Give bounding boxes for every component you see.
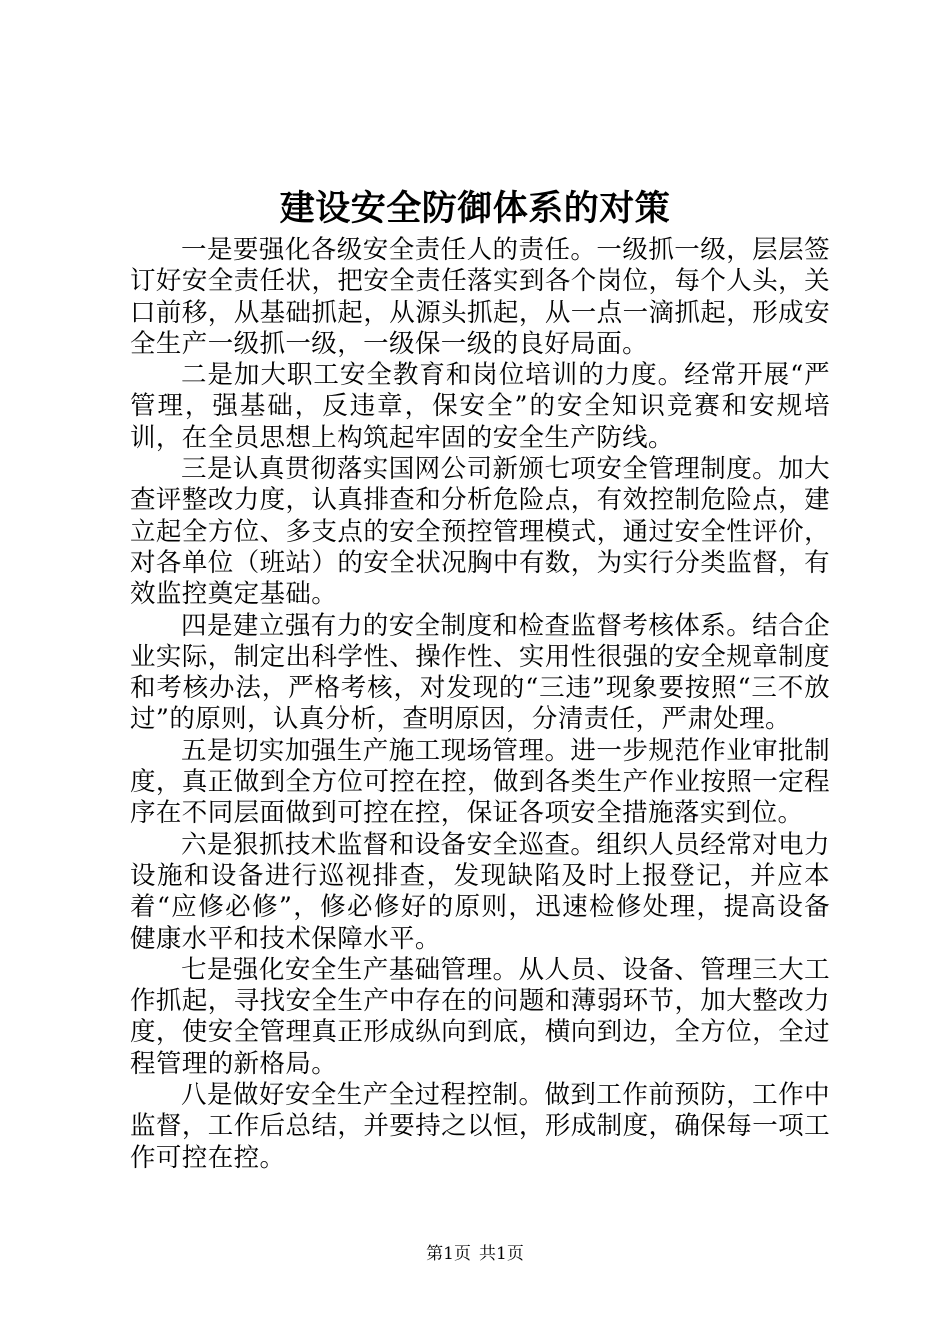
- page-footer: [0, 1242, 950, 1266]
- page-total: 共1页: [479, 1244, 524, 1264]
- paragraph-6: 六是狠抓技术监督和设备安全巡查。组织人员经常对电力设施和设备进行巡视排查，发现缺陷及时上报登记，并应本着“应修必修”，修必修好的原则，迅速检修处理，提高设备健康水平和技术保障水平。: [130, 829, 830, 954]
- paragraph-5: 五是切实加强生产施工现场管理。进一步规范作业审批制度，真正做到全方位可控在控，做到各类生产作业按照一定程序在不同层面做到可控在控，保证各项安全措施落实到位。: [130, 735, 830, 829]
- paragraph-1: 一是要强化各级安全责任人的责任。一级抓一级，层层签订好安全责任状，把安全责任落实到各个岗位，每个人头，关口前移，从基础抓起，从源头抓起，从一点一滴抓起，形成安全生产一级抓一级，一级保一级的良好局面。: [130, 235, 830, 359]
- document-body: [130, 235, 830, 1174]
- paragraph-8: 八是做好安全生产全过程控制。做到工作前预防，工作中监督，工作后总结，并要持之以恒，形成制度，确保每一项工作可控在控。: [130, 1080, 830, 1173]
- document-title: 建设安全防御体系的对策: [279, 188, 671, 229]
- paragraph-4: 四是建立强有力的安全制度和检查监督考核体系。结合企业实际，制定出科学性、操作性、实用性很强的安全规章制度和考核办法，严格考核，对发现的“三违”现象要按照“三不放过”的原则，认真分析，查明原因，分清责任，严肃处理。: [130, 610, 830, 735]
- paragraph-7: 七是强化安全生产基础管理。从人员、设备、管理三大工作抓起，寻找安全生产中存在的问题和薄弱环节，加大整改力度，使安全管理真正形成纵向到底，横向到边，全方位，全过程管理的新格局。: [130, 954, 830, 1079]
- paragraph-2: 二是加大职工安全教育和岗位培训的力度。经常开展“严管理，强基础，反违章，保安全”的安全知识竞赛和安规培训，在全员思想上构筑起牢固的安全生产防线。: [130, 360, 830, 453]
- paragraph-3: 三是认真贯彻落实国网公司新颁七项安全管理制度。加大查评整改力度，认真排查和分析危险点，有效控制危险点，建立起全方位、多支点的安全预控管理模式，通过安全性评价，对各单位（班站）的安全状况胸中有数，为实行分类监督，有效监控奠定基础。: [130, 454, 830, 610]
- page-number: 第1页: [426, 1244, 471, 1264]
